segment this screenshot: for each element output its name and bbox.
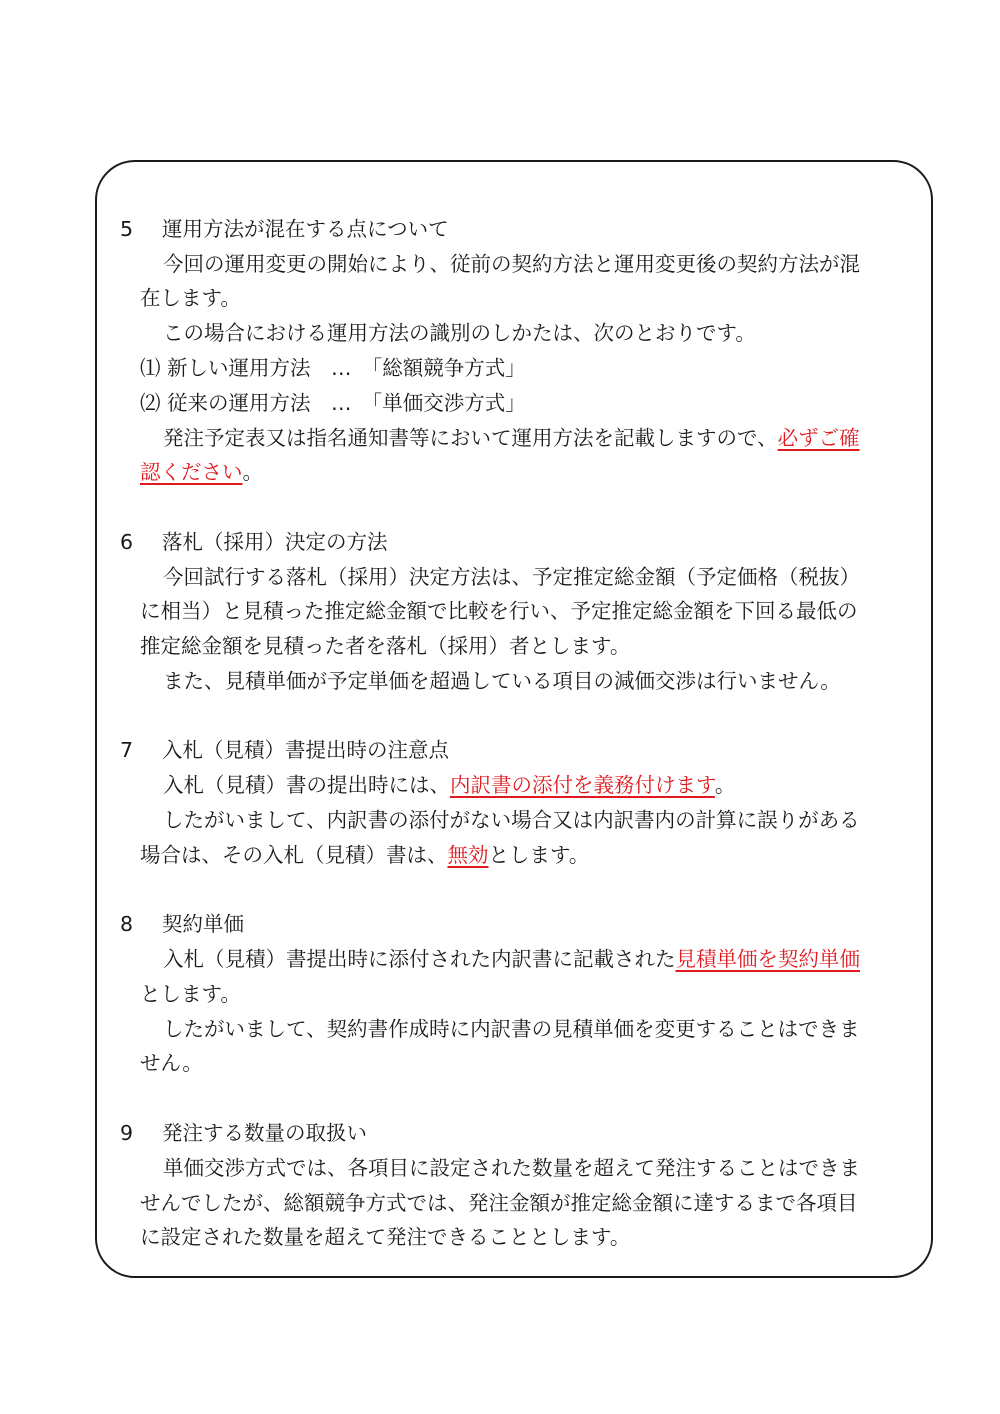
text-span: 。 [714,773,736,797]
paragraph-line: 今回試行する落札（採用）決定方法は、予定推定総金額（予定価格（税抜） [163,565,860,589]
emphasis-text: 必ずご確 [777,426,860,450]
paragraph-line: に設定された数量を超えて発注できることとします。 [140,1225,631,1249]
section-title: 運用方法が混在する点について [162,217,449,241]
section-7-heading [120,733,449,767]
emphasis-text: 見積単価を契約単価 [675,947,860,971]
text-span: 発注予定表又は指名通知書等において運用方法を記載しますので、 [163,426,778,450]
section-number: 9 [120,1121,134,1145]
section-9-heading [120,1116,367,1150]
section-8-heading [120,907,244,941]
section-5-heading [120,212,449,246]
list-item: ⑴ 新しい運用方法 … 「総額競争方式」 [140,356,526,380]
paragraph-line [163,768,735,802]
list-item: ⑵ 従来の運用方法 … 「単価交渉方式」 [140,391,526,415]
section-number: 6 [120,530,134,554]
paragraph-line: 推定総金額を見積った者を落札（採用）者とします。 [140,634,631,658]
section-title: 発注する数量の取扱い [162,1121,367,1145]
paragraph-line: この場合における運用方法の識別のしかたは、次のとおりです。 [163,321,756,345]
text-span: 。 [242,460,263,484]
paragraph-line [140,455,263,489]
section-6-heading [120,525,388,559]
emphasis-text: 無効 [447,843,489,867]
paragraph-line: 単価交渉方式では、各項目に設定された数量を超えて発注することはできま [163,1156,860,1180]
section-title: 入札（見積）書提出時の注意点 [162,738,449,762]
text-span: とします。 [488,843,590,867]
section-number: 5 [120,217,134,241]
section-number: 8 [120,912,134,936]
text-span: 入札（見積）書提出時に添付された内訳書に記載された [163,947,676,971]
section-title: 落札（採用）決定の方法 [162,530,388,554]
paragraph-line [163,942,860,976]
emphasis-text: 認ください [140,460,243,484]
paragraph-line: せん。 [140,1051,203,1075]
paragraph-line: したがいまして、内訳書の添付がない場合又は内訳書内の計算に誤りがある [163,808,860,832]
paragraph-line: 在します。 [140,286,241,310]
paragraph-line: に相当）と見積った推定総金額で比較を行い、予定推定総金額を下回る最低の [140,599,858,623]
text-span: 場合は、その入札（見積）書は、 [140,843,448,867]
paragraph-line [140,838,589,872]
paragraph-line [163,421,860,455]
paragraph-line: とします。 [140,982,241,1006]
section-number: 7 [120,738,134,762]
paragraph-line: したがいまして、契約書作成時に内訳書の見積単価を変更することはできま [163,1017,860,1041]
emphasis-text: 内訳書の添付を義務付けます [450,773,715,797]
paragraph-line: 今回の運用変更の開始により、従前の契約方法と運用変更後の契約方法が混 [163,252,860,276]
paragraph-line: また、見積単価が予定単価を超過している項目の減価交渉は行いません。 [163,669,841,693]
section-title: 契約単価 [162,912,244,936]
text-span: 入札（見積）書の提出時には、 [163,773,450,797]
paragraph-line: せんでしたが、総額競争方式では、発注金額が推定総金額に達するまで各項目 [140,1191,858,1215]
